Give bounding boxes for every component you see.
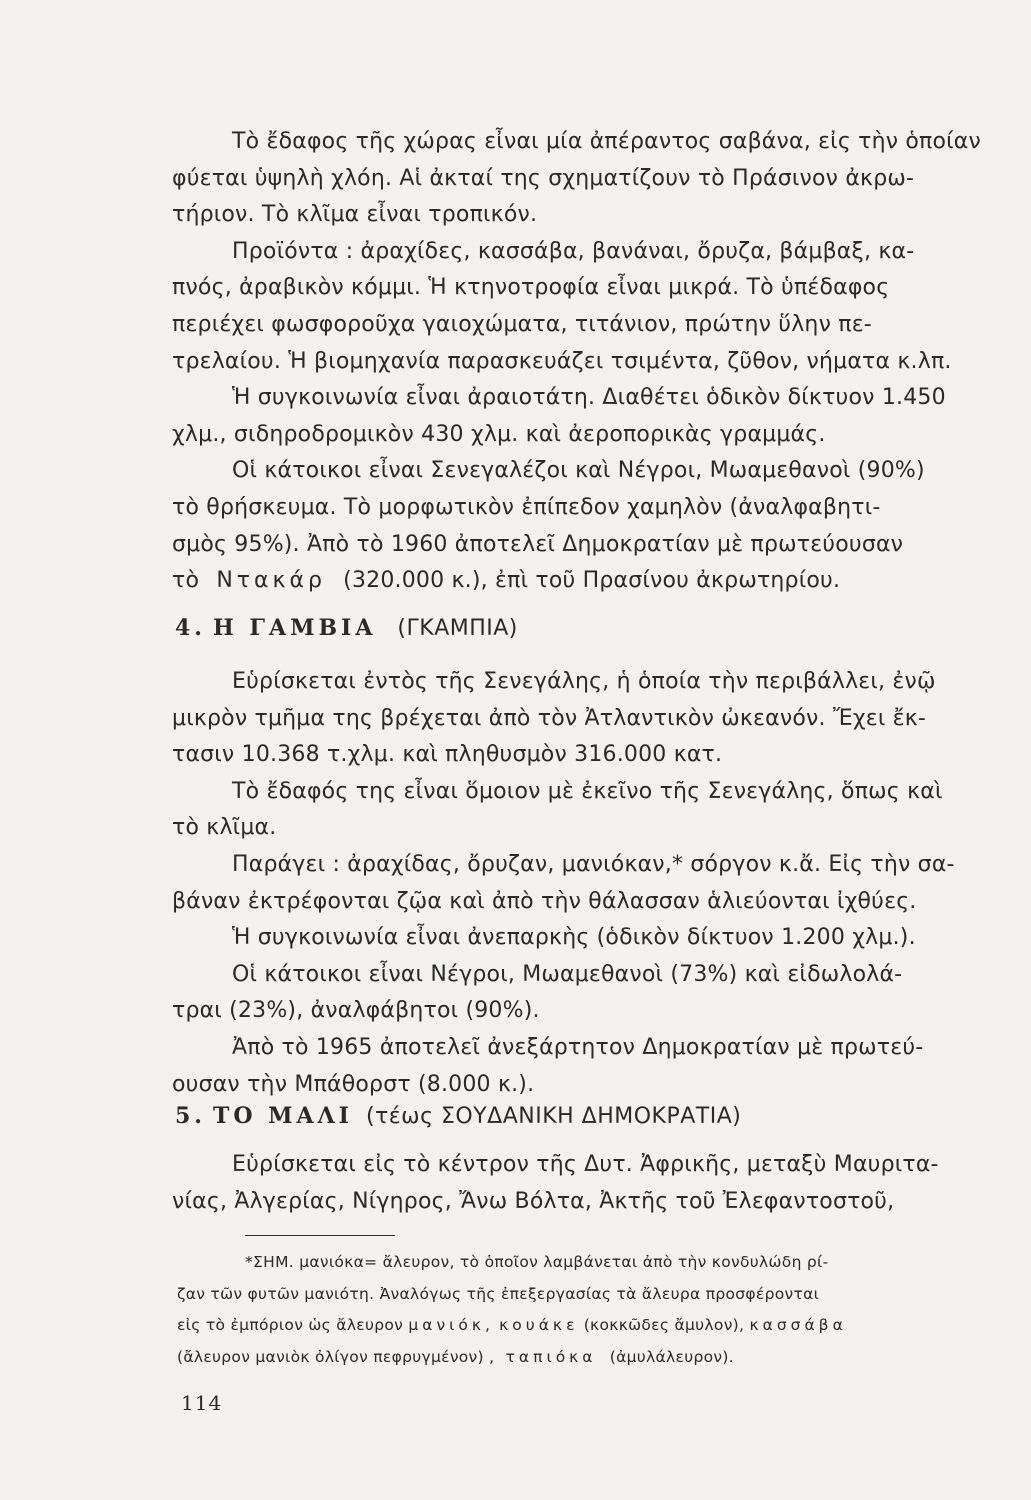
gambia-text <box>172 664 992 1103</box>
text-line: χλμ., σιδηροδρομικὸν 430 χλμ. καὶ ἀεροπορικὰς γραμμάς. <box>172 421 826 447</box>
text-line: ουσαν τὴν Μπάθορστ (8.000 κ.). <box>172 1071 535 1097</box>
footnote-fragment: (ἄλευρον μανιὸκ ὀλίγον πεφρυγμένον) , <box>177 1347 495 1366</box>
footnote-term: ταπιόκα <box>505 1347 597 1366</box>
section-subtitle: (τέως ΣΟΥΔΑΝΙΚΗ ΔΗΜΟΚΡΑΤΙΑ) <box>365 1104 742 1129</box>
footnote-divider <box>245 1235 395 1236</box>
text-line: Ἡ συγκοινωνία εἶναι ἀραιοτάτη. Διαθέτει ὁδικὸν δίκτυον 1.450 <box>232 385 946 411</box>
text-line: πνός, ἀραβικὸν κόμμι. Ἡ κτηνοτροφία εἶναι μικρά. Τὸ ὑπέδαφος <box>172 275 890 301</box>
capital-name: Ντακάρ <box>216 568 326 594</box>
page-number: 114 <box>181 1391 223 1415</box>
text-line: Οἱ κάτοικοι εἶναι Νέγροι, Μωαμεθανοὶ (73%) καὶ εἰδωλολά- <box>232 961 903 987</box>
section-heading-mali <box>175 1098 741 1134</box>
footnote-term: μανιόκ, <box>408 1316 494 1334</box>
text-line: Εὑρίσκεται εἰς τὸ κέντρον τῆς Δυτ. Ἀφρικῆς, μεταξὺ Μαυριτα- <box>232 1152 939 1177</box>
footnote-fragment: (ἀμυλάλευρον). <box>609 1347 734 1366</box>
footnote-term: κασσάβα <box>749 1316 847 1334</box>
text-line: φύεται ὑψηλὴ χλόη. Αἱ ἀκταί της σχηματίζουν τὸ Πράσινον ἀκρω- <box>172 165 915 191</box>
text-line: Εὑρίσκεται ἐντὸς τῆς Σενεγάλης, ἡ ὁποία τὴν περιβάλλει, ἐνῷ <box>232 669 936 694</box>
footnote-fragment: εἰς τὸ ἐμπόριον ὡς ἄλευρον <box>177 1316 404 1334</box>
footnote-line: *ΣΗΜ. μανιόκα= ἄλευρον, τὸ ὁποῖον λαμβάνεται ἀπὸ τὴν κονδυλώδη ρί- <box>245 1253 829 1271</box>
mali-text <box>172 1147 992 1220</box>
text-line: τὸ θρήσκευμα. Τὸ μορφωτικὸν ἐπίπεδον χαμηλὸν (ἀναλφαβητι- <box>172 494 881 520</box>
footnote-line: ζαν τῶν φυτῶν μανιότη. Ἀναλόγως τῆς ἐπεξεργασίας τὰ ἄλευρα προσφέρονται <box>177 1284 820 1303</box>
text-line: Τὸ ἔδαφός της εἶναι ὅμοιον μὲ ἐκεῖνο τῆς Σενεγάλης, ὅπως καὶ <box>232 778 943 804</box>
text-line: τασιν 10.368 τ.χλμ. καὶ πληθυσμὸν 316.000 κατ. <box>172 742 723 768</box>
text-line: βάναν ἐκτρέφονται ζῷα καὶ ἀπὸ τὴν θάλασσαν ἁλιεύονται ἰχθύες. <box>172 888 917 914</box>
text-line <box>172 563 992 600</box>
text-fragment: (320.000 κ.), ἐπὶ τοῦ Πρασίνου ἀκρωτηρίου. <box>343 568 841 594</box>
text-line: Προϊόντα : ἀραχίδες, κασσάβα, βανάναι, ὄρυζα, βάμβαξ, κα- <box>232 238 915 264</box>
section-number: 5. <box>175 1103 206 1129</box>
text-line: τήριον. Τὸ κλῖμα εἶναι τροπικόν. <box>172 202 538 228</box>
footnote-line <box>177 1310 997 1342</box>
section-subtitle: (ΓΚΑΜΠΙΑ) <box>397 616 518 641</box>
text-line: Οἱ κάτοικοι εἶναι Σενεγαλέζοι καὶ Νέγροι, Μωαμεθανοὶ (90%) <box>232 458 925 484</box>
text-line: τρελαίου. Ἡ βιομηχανία παρασκευάζει τσιμέντα, ζῦθον, νήματα κ.λπ. <box>172 348 952 374</box>
footnote-term: κουάκε <box>499 1316 579 1334</box>
text-line: Ἀπὸ τὸ 1965 ἀποτελεῖ ἀνεξάρτητον Δημοκρατίαν μὲ πρωτεύ- <box>232 1034 924 1060</box>
section-heading-gambia <box>175 610 518 646</box>
text-line: τραι (23%), ἀναλφάβητοι (90%). <box>172 998 540 1024</box>
text-line: τὸ κλῖμα. <box>172 815 277 841</box>
text-line: Τὸ ἔδαφος τῆς χώρας εἶναι μία ἀπέραντος σαβάνα, εἰς τὴν ὁποίαν <box>232 129 982 154</box>
section-number: 4. <box>175 615 206 641</box>
footnote <box>177 1247 997 1373</box>
text-line: Ἡ συγκοινωνία εἶναι ἀνεπαρκὴς (ὁδικὸν δίκτυον 1.200 χλμ.). <box>232 925 916 951</box>
text-line: σμὸς 95%). Ἀπὸ τὸ 1960 ἀποτελεῖ Δημοκρατίαν μὲ πρωτεύουσαν <box>172 531 904 557</box>
text-line: Παράγει : ἀραχίδας, ὄρυζαν, μανιόκαν,* σόργον κ.ἄ. Εἰς τὴν σα- <box>232 851 955 877</box>
section-title: ΤΟ ΜΑΛΙ <box>212 1103 353 1129</box>
senegal-text <box>172 124 992 600</box>
footnote-line <box>177 1342 997 1374</box>
text-fragment: τὸ <box>172 568 200 594</box>
text-line: περιέχει φωσφοροῦχα γαιοχώματα, τιτάνιον, πρώτην ὕλην πε- <box>172 311 872 337</box>
text-line: νίας, Ἀλγερίας, Νίγηρος, Ἄνω Βόλτα, Ἀκτῆς τοῦ Ἐλεφαντοστοῦ, <box>172 1188 895 1214</box>
text-line: μικρὸν τμῆμα της βρέχεται ἀπὸ τὸν Ἀτλαντικὸν ὠκεανόν. Ἔχει ἔκ- <box>172 705 927 731</box>
section-title: Η ΓΑΜΒΙΑ <box>212 615 377 641</box>
footnote-fragment: (κοκκῶδες ἄμυλον), <box>583 1316 745 1334</box>
